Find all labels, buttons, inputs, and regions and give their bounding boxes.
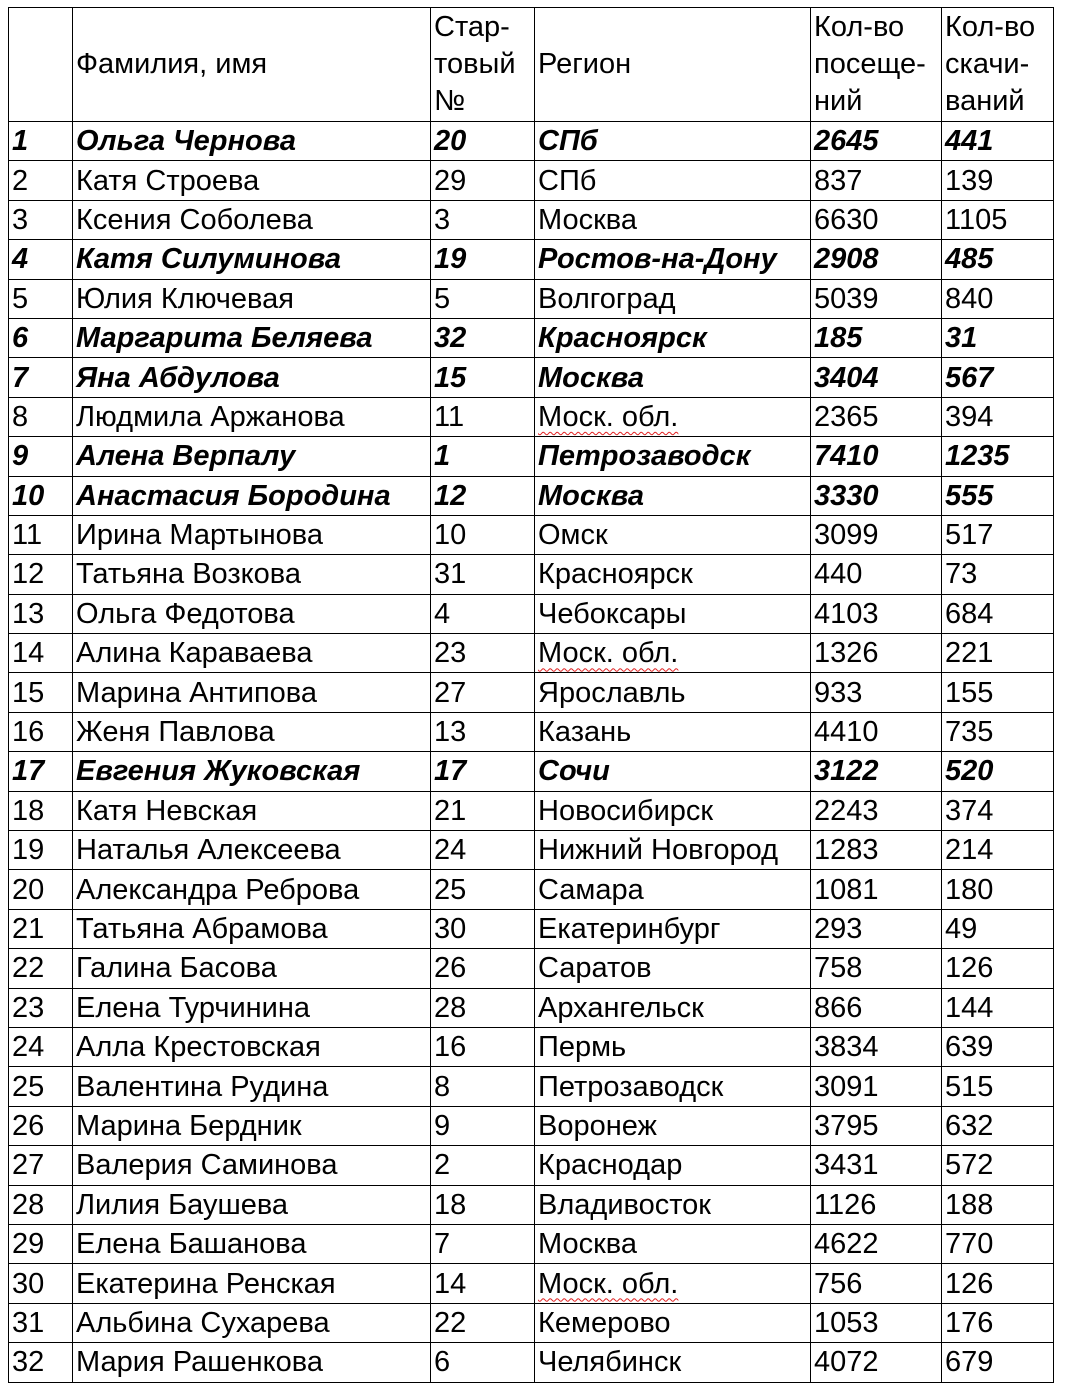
cell-region: Красноярск (535, 318, 811, 357)
header-row (9, 8, 1054, 122)
table-row (9, 909, 1054, 948)
cell-downloads: 374 (942, 791, 1054, 830)
cell-visits: 3122 (811, 752, 942, 791)
cell-number: 27 (9, 1146, 73, 1185)
cell-name: Валерия Саминова (73, 1146, 431, 1185)
cell-number: 15 (9, 673, 73, 712)
table-row (9, 515, 1054, 554)
cell-name: Александра Реброва (73, 870, 431, 909)
cell-visits: 1283 (811, 831, 942, 870)
cell-name: Ольга Чернова (73, 122, 431, 161)
cell-number: 10 (9, 476, 73, 515)
header-start-number-line: товый (434, 48, 516, 80)
cell-start-number: 31 (431, 555, 535, 594)
header-name: Фамилия, имя (73, 8, 431, 122)
cell-visits: 1053 (811, 1303, 942, 1342)
cell-visits: 5039 (811, 279, 942, 318)
cell-downloads: 126 (942, 1264, 1054, 1303)
cell-name: Юлия Ключевая (73, 279, 431, 318)
region-text: Моск. обл. (538, 1267, 679, 1300)
cell-visits: 3431 (811, 1146, 942, 1185)
table-row (9, 712, 1054, 751)
cell-visits: 3091 (811, 1067, 942, 1106)
cell-visits: 293 (811, 909, 942, 948)
cell-name: Ольга Федотова (73, 594, 431, 633)
table-row (9, 1067, 1054, 1106)
cell-region: Архангельск (535, 988, 811, 1027)
cell-region: Новосибирск (535, 791, 811, 830)
cell-downloads: 394 (942, 397, 1054, 436)
cell-start-number: 15 (431, 358, 535, 397)
cell-start-number: 11 (431, 397, 535, 436)
cell-downloads: 639 (942, 1027, 1054, 1066)
cell-number: 8 (9, 397, 73, 436)
header-start-number-line: Стар- (434, 11, 510, 43)
cell-start-number: 16 (431, 1027, 535, 1066)
cell-downloads: 221 (942, 634, 1054, 673)
cell-downloads: 735 (942, 712, 1054, 751)
cell-visits: 3404 (811, 358, 942, 397)
cell-region: СПб (535, 122, 811, 161)
table-row (9, 1303, 1054, 1342)
cell-start-number: 22 (431, 1303, 535, 1342)
cell-name: Людмила Аржанова (73, 397, 431, 436)
cell-name: Алина Караваева (73, 634, 431, 673)
table-row (9, 988, 1054, 1027)
cell-downloads: 555 (942, 476, 1054, 515)
cell-visits: 2645 (811, 122, 942, 161)
cell-visits: 4410 (811, 712, 942, 751)
cell-region: Казань (535, 712, 811, 751)
cell-downloads: 572 (942, 1146, 1054, 1185)
cell-number: 32 (9, 1343, 73, 1382)
cell-name: Ксения Соболева (73, 200, 431, 239)
table-row (9, 1224, 1054, 1263)
cell-start-number: 10 (431, 515, 535, 554)
cell-region: Сочи (535, 752, 811, 791)
cell-region: Москва (535, 358, 811, 397)
cell-name: Мария Рашенкова (73, 1343, 431, 1382)
cell-start-number: 21 (431, 791, 535, 830)
table-row (9, 318, 1054, 357)
cell-number: 5 (9, 279, 73, 318)
region-text: Моск. обл. (538, 400, 679, 433)
cell-start-number: 20 (431, 122, 535, 161)
cell-downloads: 126 (942, 949, 1054, 988)
cell-name: Алла Крестовская (73, 1027, 431, 1066)
cell-downloads: 517 (942, 515, 1054, 554)
header-downloads-line: Кол-во (945, 11, 1036, 43)
cell-visits: 837 (811, 161, 942, 200)
table-row (9, 161, 1054, 200)
table-row (9, 437, 1054, 476)
cell-name: Яна Абдулова (73, 358, 431, 397)
cell-region: Самара (535, 870, 811, 909)
cell-region: Омск (535, 515, 811, 554)
cell-number: 24 (9, 1027, 73, 1066)
table-row (9, 831, 1054, 870)
header-visits-line: посеще- (814, 48, 926, 80)
cell-number: 11 (9, 515, 73, 554)
cell-visits: 758 (811, 949, 942, 988)
table-row (9, 870, 1054, 909)
cell-downloads: 180 (942, 870, 1054, 909)
cell-number: 28 (9, 1185, 73, 1224)
cell-downloads: 515 (942, 1067, 1054, 1106)
cell-region: Саратов (535, 949, 811, 988)
cell-name: Наталья Алексеева (73, 831, 431, 870)
cell-name: Екатерина Ренская (73, 1264, 431, 1303)
cell-start-number: 29 (431, 161, 535, 200)
cell-name: Татьяна Абрамова (73, 909, 431, 948)
cell-start-number: 3 (431, 200, 535, 239)
table-row (9, 1185, 1054, 1224)
cell-downloads: 441 (942, 122, 1054, 161)
header-start-number (431, 8, 535, 122)
cell-number: 31 (9, 1303, 73, 1342)
cell-downloads: 632 (942, 1106, 1054, 1145)
cell-start-number: 9 (431, 1106, 535, 1145)
header-downloads (942, 8, 1054, 122)
header-start-number-line: № (434, 85, 466, 117)
table-row (9, 476, 1054, 515)
cell-name: Елена Башанова (73, 1224, 431, 1263)
cell-downloads: 49 (942, 909, 1054, 948)
cell-downloads: 1105 (942, 200, 1054, 239)
cell-start-number: 28 (431, 988, 535, 1027)
cell-visits: 4103 (811, 594, 942, 633)
header-visits-line: Кол-во (814, 11, 905, 43)
cell-downloads: 139 (942, 161, 1054, 200)
cell-downloads: 31 (942, 318, 1054, 357)
table-row (9, 122, 1054, 161)
cell-region: Челябинск (535, 1343, 811, 1382)
cell-start-number: 23 (431, 634, 535, 673)
cell-region: Красноярск (535, 555, 811, 594)
cell-region (535, 397, 811, 436)
cell-downloads: 188 (942, 1185, 1054, 1224)
table-row (9, 279, 1054, 318)
cell-number: 6 (9, 318, 73, 357)
cell-region (535, 1264, 811, 1303)
cell-name: Лилия Баушева (73, 1185, 431, 1224)
table-row (9, 240, 1054, 279)
cell-region: Москва (535, 476, 811, 515)
cell-visits: 933 (811, 673, 942, 712)
cell-number: 14 (9, 634, 73, 673)
table-row (9, 673, 1054, 712)
table-row (9, 949, 1054, 988)
table-row (9, 791, 1054, 830)
cell-start-number: 26 (431, 949, 535, 988)
cell-start-number: 19 (431, 240, 535, 279)
cell-visits: 2908 (811, 240, 942, 279)
cell-name: Женя Павлова (73, 712, 431, 751)
cell-region: Москва (535, 1224, 811, 1263)
cell-start-number: 30 (431, 909, 535, 948)
cell-start-number: 4 (431, 594, 535, 633)
cell-region: Волгоград (535, 279, 811, 318)
cell-name: Татьяна Возкова (73, 555, 431, 594)
cell-visits: 2243 (811, 791, 942, 830)
cell-visits: 1081 (811, 870, 942, 909)
cell-visits: 756 (811, 1264, 942, 1303)
table-row (9, 1106, 1054, 1145)
cell-number: 1 (9, 122, 73, 161)
cell-start-number: 27 (431, 673, 535, 712)
cell-number: 23 (9, 988, 73, 1027)
table-row (9, 555, 1054, 594)
cell-visits: 7410 (811, 437, 942, 476)
cell-visits: 3795 (811, 1106, 942, 1145)
cell-number: 22 (9, 949, 73, 988)
cell-number: 2 (9, 161, 73, 200)
cell-start-number: 6 (431, 1343, 535, 1382)
cell-region: Москва (535, 200, 811, 239)
region-text: Моск. обл. (538, 637, 679, 670)
cell-region: Владивосток (535, 1185, 811, 1224)
cell-start-number: 14 (431, 1264, 535, 1303)
cell-start-number: 2 (431, 1146, 535, 1185)
cell-start-number: 25 (431, 870, 535, 909)
cell-downloads: 155 (942, 673, 1054, 712)
cell-name: Алена Верпалу (73, 437, 431, 476)
cell-number: 4 (9, 240, 73, 279)
cell-start-number: 12 (431, 476, 535, 515)
cell-start-number: 17 (431, 752, 535, 791)
header-visits (811, 8, 942, 122)
cell-region (535, 634, 811, 673)
table-row (9, 752, 1054, 791)
header-downloads-line: ваний (945, 85, 1025, 117)
cell-number: 18 (9, 791, 73, 830)
cell-start-number: 8 (431, 1067, 535, 1106)
cell-region: Пермь (535, 1027, 811, 1066)
cell-name: Ирина Мартынова (73, 515, 431, 554)
table-row (9, 594, 1054, 633)
cell-name: Катя Строева (73, 161, 431, 200)
cell-number: 7 (9, 358, 73, 397)
cell-name: Евгения Жуковская (73, 752, 431, 791)
cell-visits: 1126 (811, 1185, 942, 1224)
cell-downloads: 840 (942, 279, 1054, 318)
table-row (9, 1027, 1054, 1066)
cell-downloads: 770 (942, 1224, 1054, 1263)
cell-region: Краснодар (535, 1146, 811, 1185)
cell-downloads: 73 (942, 555, 1054, 594)
cell-region: Петрозаводск (535, 437, 811, 476)
cell-visits: 3099 (811, 515, 942, 554)
table-row (9, 200, 1054, 239)
cell-name: Валентина Рудина (73, 1067, 431, 1106)
cell-start-number: 7 (431, 1224, 535, 1263)
table-row (9, 1146, 1054, 1185)
cell-visits: 185 (811, 318, 942, 357)
cell-region: Кемерово (535, 1303, 811, 1342)
cell-region: Екатеринбург (535, 909, 811, 948)
cell-name: Марина Антипова (73, 673, 431, 712)
cell-name: Елена Турчинина (73, 988, 431, 1027)
cell-name: Галина Басова (73, 949, 431, 988)
cell-start-number: 18 (431, 1185, 535, 1224)
table-row (9, 1343, 1054, 1382)
cell-region: Ярославль (535, 673, 811, 712)
header-region: Регион (535, 8, 811, 122)
cell-visits: 866 (811, 988, 942, 1027)
cell-downloads: 144 (942, 988, 1054, 1027)
cell-number: 16 (9, 712, 73, 751)
cell-number: 19 (9, 831, 73, 870)
cell-visits: 4072 (811, 1343, 942, 1382)
cell-visits: 6630 (811, 200, 942, 239)
cell-number: 12 (9, 555, 73, 594)
cell-number: 13 (9, 594, 73, 633)
cell-number: 17 (9, 752, 73, 791)
table-row (9, 358, 1054, 397)
cell-name: Анастасия Бородина (73, 476, 431, 515)
cell-region: СПб (535, 161, 811, 200)
cell-visits: 1326 (811, 634, 942, 673)
cell-number: 25 (9, 1067, 73, 1106)
header-visits-line: ний (814, 85, 863, 117)
cell-number: 9 (9, 437, 73, 476)
results-table (8, 7, 1054, 1383)
cell-region: Петрозаводск (535, 1067, 811, 1106)
cell-downloads: 1235 (942, 437, 1054, 476)
table-body (9, 122, 1054, 1383)
table-row (9, 1264, 1054, 1303)
cell-number: 30 (9, 1264, 73, 1303)
cell-number: 20 (9, 870, 73, 909)
table-row (9, 397, 1054, 436)
cell-downloads: 679 (942, 1343, 1054, 1382)
header-downloads-line: скачи- (945, 48, 1030, 80)
cell-visits: 3834 (811, 1027, 942, 1066)
cell-start-number: 24 (431, 831, 535, 870)
table-row (9, 634, 1054, 673)
cell-downloads: 176 (942, 1303, 1054, 1342)
cell-number: 29 (9, 1224, 73, 1263)
cell-start-number: 5 (431, 279, 535, 318)
header-number (9, 8, 73, 122)
cell-name: Маргарита Беляева (73, 318, 431, 357)
cell-visits: 3330 (811, 476, 942, 515)
cell-number: 21 (9, 909, 73, 948)
cell-visits: 440 (811, 555, 942, 594)
cell-name: Катя Силуминова (73, 240, 431, 279)
cell-region: Нижний Новгород (535, 831, 811, 870)
cell-downloads: 520 (942, 752, 1054, 791)
cell-start-number: 13 (431, 712, 535, 751)
cell-downloads: 214 (942, 831, 1054, 870)
cell-region: Воронеж (535, 1106, 811, 1145)
cell-downloads: 567 (942, 358, 1054, 397)
cell-name: Катя Невская (73, 791, 431, 830)
cell-region: Чебоксары (535, 594, 811, 633)
cell-name: Марина Бердник (73, 1106, 431, 1145)
cell-start-number: 1 (431, 437, 535, 476)
cell-region: Ростов-на-Дону (535, 240, 811, 279)
cell-visits: 2365 (811, 397, 942, 436)
cell-number: 3 (9, 200, 73, 239)
cell-downloads: 684 (942, 594, 1054, 633)
cell-number: 26 (9, 1106, 73, 1145)
cell-visits: 4622 (811, 1224, 942, 1263)
cell-downloads: 485 (942, 240, 1054, 279)
cell-start-number: 32 (431, 318, 535, 357)
cell-name: Альбина Сухарева (73, 1303, 431, 1342)
